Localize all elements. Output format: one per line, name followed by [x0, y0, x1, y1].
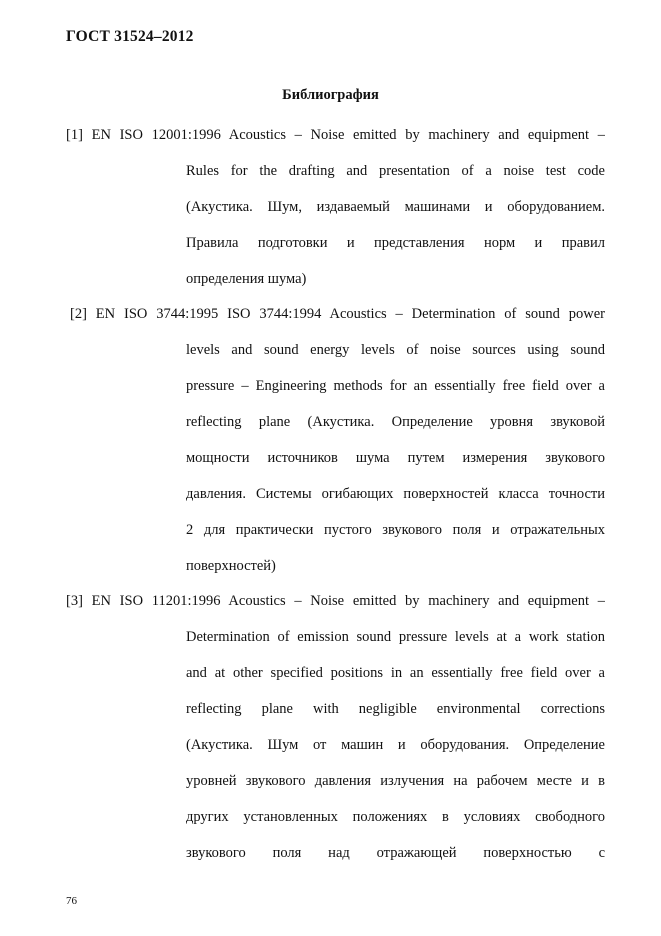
reference-line: [3] EN ISO 11201:1996 Acoustics – Noise emitted by machinery and equipment –	[66, 593, 605, 609]
reference-line: определения шума)	[186, 271, 307, 287]
reference-line: [2] EN ISO 3744:1995 ISO 3744:1994 Acoustics – Determination of sound power	[70, 306, 605, 322]
reference-line: 2 для практически пустого звукового поля и отражательных	[186, 522, 605, 538]
reference-line: звукового поля над отражающей поверхностью с	[186, 845, 605, 861]
reference-line: Determination of emission sound pressure levels at a work station	[186, 629, 605, 645]
reference-line: pressure – Engineering methods for an essentially free field over a	[186, 378, 605, 394]
reference-line: уровней звукового давления излучения на рабочем месте и в	[186, 773, 605, 789]
reference-line: reflecting plane with negligible environmental corrections	[186, 701, 605, 717]
reference-line: Правила подготовки и представления норм и правил	[186, 235, 605, 251]
reference-line: Rules for the drafting and presentation of a noise test code	[186, 163, 605, 179]
document-code-header: ГОСТ 31524–2012	[66, 28, 194, 45]
reference-line: поверхностей)	[186, 558, 276, 574]
reference-line: (Акустика. Шум, издаваемый машинами и оборудованием.	[186, 199, 605, 215]
page-number: 76	[66, 895, 77, 907]
reference-line: других установленных положениях в условиях свободного	[186, 809, 605, 825]
reference-line: (Акустика. Шум от машин и оборудования. Определение	[186, 737, 605, 753]
reference-line: мощности источников шума путем измерения звукового	[186, 450, 605, 466]
reference-line: reflecting plane (Акустика. Определение уровня звуковой	[186, 414, 605, 430]
reference-line: and at other specified positions in an essentially free field over a	[186, 665, 605, 681]
section-title: Библиография	[282, 87, 379, 103]
reference-line: давления. Системы огибающих поверхностей класса точности	[186, 486, 605, 502]
reference-line: levels and sound energy levels of noise sources using sound	[186, 342, 605, 358]
reference-line: [1] EN ISO 12001:1996 Acoustics – Noise emitted by machinery and equipment –	[66, 127, 605, 143]
